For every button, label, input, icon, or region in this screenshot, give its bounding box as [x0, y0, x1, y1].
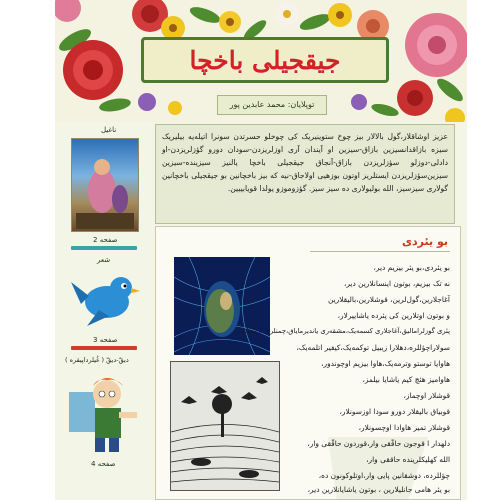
bird-illustration[interactable] — [69, 266, 141, 330]
globe-space-image — [174, 257, 270, 355]
poem-line: پئری گوزلرامالیق،آغاجلاری کسمه‌یک،مشقه‌ری یاندیرمایاق،چمنلری ازمه‌یک، — [239, 327, 450, 335]
flower-header — [55, 0, 467, 122]
poem-line: آغاجلارین،گول‌لرین، قوشلارین،بالیقلارین — [327, 295, 450, 304]
red-divider — [71, 346, 137, 350]
poem-section — [155, 226, 461, 500]
earth-grid-illustration — [174, 257, 270, 355]
poem-line: بو یئر هامی جانلیلارین ، بوتون یاشایانلارین دیر، — [307, 485, 450, 494]
sidebar-item2-page: صفحه 3 — [93, 336, 118, 344]
story-illustration[interactable] — [71, 138, 139, 232]
poem-line: قوبیاق بالیقلار دورو سودا اوزسونلار، — [339, 407, 450, 416]
poem-line: نه تک بیزیم، بوتون اینسانلارین دیر، — [343, 279, 450, 288]
title-underline — [310, 251, 450, 252]
poem-line: دلهدار ا قوجون حاقّقی وار،قوردون حاقّقی وار، — [307, 439, 450, 448]
title-banner — [141, 37, 389, 83]
child-illustration[interactable] — [65, 368, 141, 454]
poem-title: بو یئردی — [401, 235, 448, 248]
intro-paragraph: عزیز اوشاقلار،گول بالالار بیز چوخ ستوینیریک کی چوخلو حسرتدن سونرا اتیله‌یه بیلیریک سیزه بازاقدانسیزین بازاق-سیزین او آیندان آری اوزلریزدن-سودان دورو گؤزلریزدن-او دادلی-دوزلو سؤزلریزدن بازاق-آنجاق جیقجیلی باخچا یالنیز سیزینده-سیزین سیزین‌سؤزلریزدن ایستلریز او‌تون بوزهیی اولاجاق-نیه که بیز باخچانین بو جیقجیلی باخچانین گولاری سیزسیز، الله بولیولاری ده سیز سیز. گؤزوموزو یولدا قویابییین. — [162, 132, 448, 193]
sidebar-item4-page: صفحه 4 — [91, 460, 116, 468]
poem-line: چؤللرده، دوشقانین پایی وار،اوتلوکونون ده، — [318, 471, 450, 480]
magazine-page — [55, 0, 467, 500]
sidebar-item3-title: دیقّ-دیقّ ( غُیلرداپیقره ) — [65, 356, 129, 364]
poem-line: هاوایا توستو وترمه‌یک،هاوا بیزیم اوچوندور، — [321, 359, 450, 368]
poem-line: الله کهلیکلرینده حاققی وار، — [366, 455, 450, 464]
page-title: جیقجیلی باخچا — [189, 45, 341, 75]
fantasy-figure-image — [72, 139, 138, 231]
teal-divider — [71, 246, 137, 250]
cartoon-child-image — [65, 368, 141, 454]
nature-engraving-illustration — [171, 362, 279, 490]
sidebar-item1-page: صفحه 2 — [93, 236, 118, 244]
sidebar-item2-title: شعر — [97, 256, 111, 264]
poem-line: بو یئردی،بو یئر بیزیم دیر، — [373, 263, 450, 272]
poem-line: سولارا‌چؤللره‌،دهلارا زیبیل توکمه‌یک،کیفیر اتلمه‌یک، — [296, 343, 450, 352]
intro-text-box — [155, 124, 455, 224]
engraving-image — [170, 361, 280, 491]
blue-bird-icon — [69, 266, 141, 330]
author-credit: توپلایان: محمد عابدین پور — [217, 95, 327, 115]
poem-line: و بوتون اوتلارین کی پئرده یاشاییرلار، — [337, 311, 450, 320]
sidebar-item1-title: ناغیل — [101, 126, 117, 134]
poem-line: هاوامیز هئچ کیم یاشایا بیلمز، — [362, 375, 450, 384]
poem-line: قوشلار اوچماز، — [403, 391, 450, 400]
poem-line: قوشلار تمیز هاوادا اوچسونلار، — [358, 423, 450, 432]
